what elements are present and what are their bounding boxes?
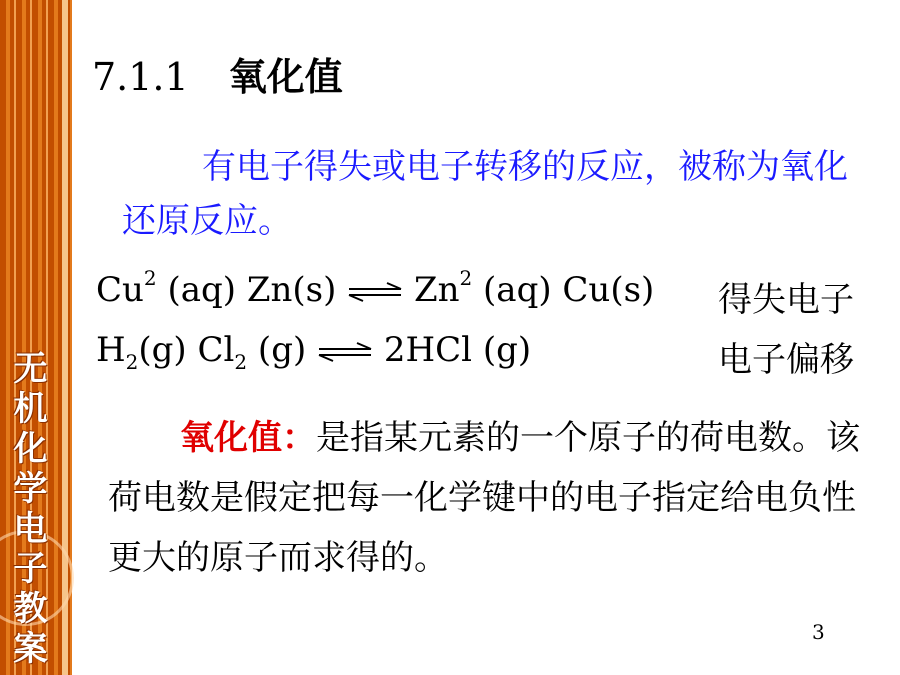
eq2-subscript: 2 bbox=[125, 350, 139, 374]
eq2-subscript: 2 bbox=[234, 350, 248, 374]
eq2-part: H bbox=[96, 330, 126, 370]
eq1-superscript: 2 bbox=[143, 266, 157, 290]
equation-1 bbox=[96, 266, 655, 310]
equilibrium-arrow-icon bbox=[317, 342, 373, 362]
equilibrium-arrow-icon bbox=[347, 282, 403, 302]
section-number: 7.1.1 bbox=[92, 55, 189, 99]
equation-2 bbox=[96, 330, 532, 374]
definition-term: 氧化值： bbox=[180, 418, 316, 458]
eq1-part: Cu bbox=[96, 270, 144, 310]
section-title bbox=[92, 46, 343, 101]
eq1-part: Zn bbox=[403, 270, 460, 310]
equation-1-label: 得失电子 bbox=[718, 280, 854, 320]
equation-2-label: 电子偏移 bbox=[718, 340, 854, 380]
eq1-part: (aq) Zn(s) bbox=[156, 270, 348, 310]
definition-paragraph bbox=[108, 408, 868, 588]
eq2-part: 2HCl (g) bbox=[373, 330, 532, 370]
intro-paragraph: 有电子得失或电子转移的反应，被称为氧化还原反应。 bbox=[122, 147, 848, 241]
eq1-part: (aq) Cu(s) bbox=[472, 270, 655, 310]
eq1-superscript: 2 bbox=[459, 266, 473, 290]
page-number: 3 bbox=[812, 620, 825, 644]
sidebar-title: 无机化学电子教案 bbox=[7, 350, 47, 670]
definition-text: 是指某元素的一个原子的荷电数。该荷电数是假定把每一化学键中的电子指定给电负性更大的原子而求得的。 bbox=[108, 418, 860, 578]
eq2-part: (g) bbox=[247, 330, 318, 370]
section-name: 氧化值 bbox=[228, 55, 343, 99]
eq2-part: (g) Cl bbox=[138, 330, 235, 370]
